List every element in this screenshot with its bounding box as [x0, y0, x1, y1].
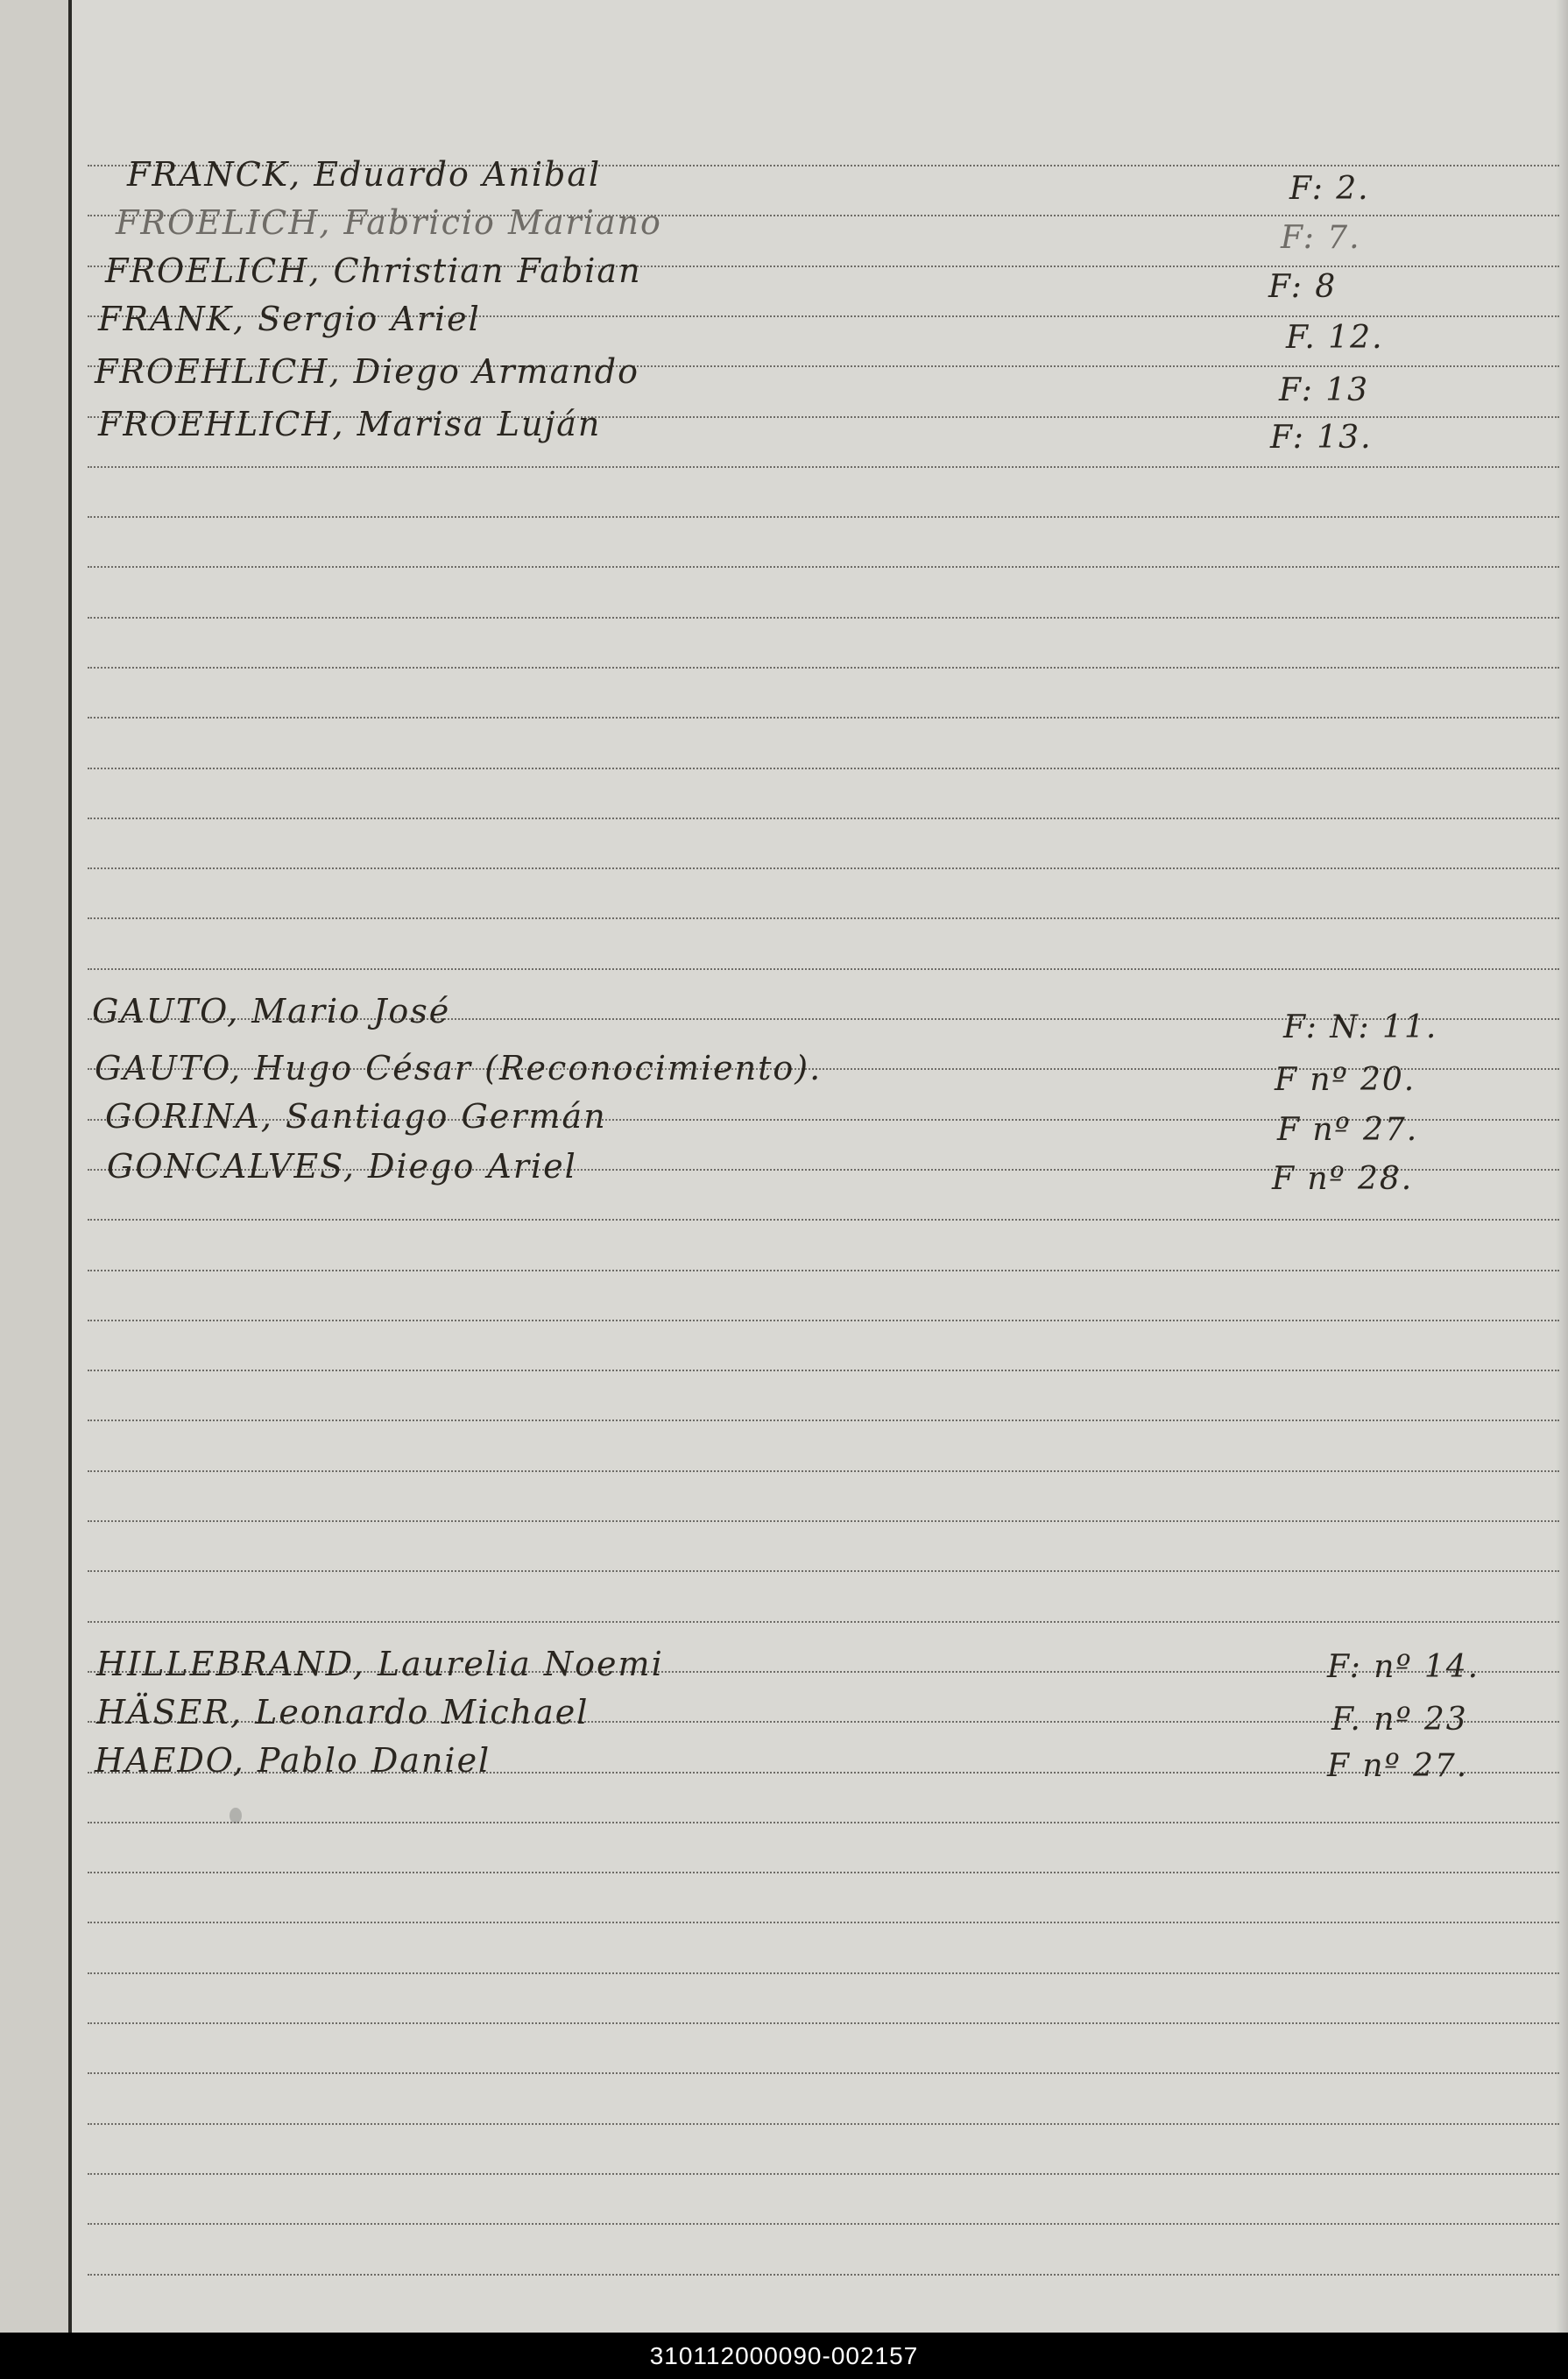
entry-name: HILLEBRAND, Laurelia Noemi — [96, 1645, 664, 1683]
entry-name: FROEHLICH, Diego Armando — [95, 352, 639, 391]
ruled-line — [88, 2072, 1559, 2074]
entry-name: GORINA, Santiago Germán — [105, 1097, 607, 1136]
entry-folio: F: 13 — [1279, 372, 1370, 408]
entry-name: HÄSER, Leonardo Michael — [96, 1693, 590, 1731]
ruled-line — [88, 667, 1559, 669]
ruled-line — [88, 1570, 1559, 1572]
entry-name: FROELICH, Christian Fabian — [105, 251, 642, 290]
ruled-line — [88, 1370, 1559, 1371]
entry-folio: F: 2. — [1289, 171, 1370, 207]
ruled-line — [88, 2223, 1559, 2225]
entry-folio: F nº 27. — [1327, 1748, 1469, 1784]
ruled-line — [88, 818, 1559, 819]
entry-folio: F: 8 — [1268, 269, 1338, 305]
ruled-line — [88, 1320, 1559, 1321]
ruled-line — [88, 768, 1559, 769]
ruled-line — [88, 1822, 1559, 1823]
ruled-line — [88, 2123, 1559, 2125]
ruled-line — [88, 466, 1559, 468]
entry-name: GAUTO, Mario José — [92, 992, 451, 1030]
ruled-line — [88, 1219, 1559, 1221]
entry-folio: F: 13. — [1270, 420, 1373, 456]
ruled-line — [88, 516, 1559, 518]
ruled-line — [88, 867, 1559, 869]
ruled-line — [88, 1872, 1559, 1873]
entry-folio: F: nº 14. — [1327, 1649, 1480, 1685]
ruled-line — [88, 1270, 1559, 1271]
entry-folio: F nº 27. — [1277, 1112, 1419, 1148]
entry-name: GAUTO, Hugo César (Reconocimiento). — [95, 1049, 823, 1087]
ruled-line — [88, 1972, 1559, 1974]
entry-folio: F nº 20. — [1275, 1062, 1416, 1098]
ruled-line — [88, 1420, 1559, 1421]
ruled-line — [88, 1621, 1559, 1623]
ruled-line — [88, 2022, 1559, 2024]
entry-name: FROELICH, Fabricio Mariano — [116, 203, 662, 242]
entry-name: GONCALVES, Diego Ariel — [107, 1147, 577, 1186]
entry-name: FRANCK, Eduardo Anibal — [127, 155, 602, 194]
entry-folio: F: 7. — [1281, 220, 1361, 256]
entry-name: FROEHLICH, Marisa Luján — [98, 405, 602, 443]
ruled-line — [88, 566, 1559, 568]
ruled-line — [88, 617, 1559, 619]
ruled-line — [88, 717, 1559, 719]
ink-smudge — [230, 1808, 242, 1823]
ruled-line — [88, 1470, 1559, 1472]
entry-name: FRANK, Sergio Ariel — [98, 300, 481, 338]
ruled-line — [88, 1520, 1559, 1522]
ruled-line — [88, 968, 1559, 970]
page-edge — [0, 0, 68, 2333]
image-id-stamp: 310112000090-002157 — [0, 2333, 1568, 2379]
entry-folio: F nº 28. — [1272, 1161, 1414, 1197]
ruled-line — [88, 2173, 1559, 2175]
entry-name: HAEDO, Pablo Daniel — [95, 1741, 491, 1780]
ruled-line — [88, 917, 1559, 919]
entry-folio: F. 12. — [1286, 320, 1384, 356]
entry-folio: F. nº 23 — [1331, 1702, 1468, 1738]
ruled-line — [88, 1922, 1559, 1923]
entry-folio: F: N: 11. — [1283, 1009, 1438, 1045]
ruled-line — [88, 2274, 1559, 2276]
